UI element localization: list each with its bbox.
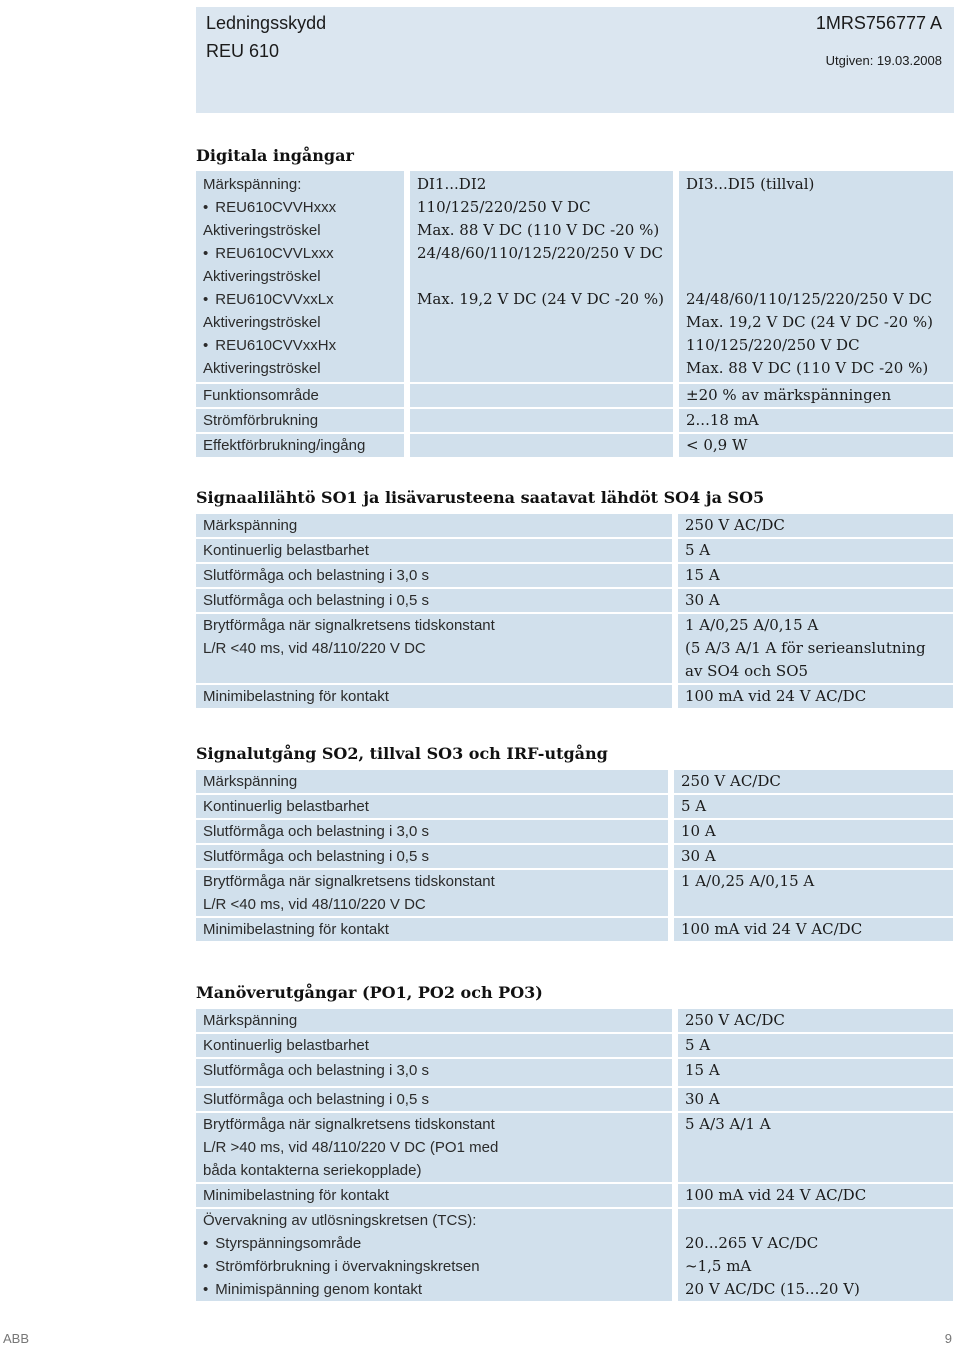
row-value: 10 A bbox=[674, 820, 953, 843]
row-label: Kontinuerlig belastbarhet bbox=[196, 1034, 672, 1057]
table-row bbox=[196, 1059, 953, 1086]
di35-threshold: Max. 19,2 V DC (24 V DC -20 %) bbox=[686, 313, 933, 331]
section-title-so2: Signalutgång SO2, tillval SO3 och IRF-utgång bbox=[196, 744, 608, 763]
row-label: Brytförmåga när signalkretsens tidskonstant bbox=[203, 873, 495, 890]
row-value: 30 A bbox=[678, 1088, 953, 1111]
row-label-cont: båda kontakterna seriekopplade) bbox=[203, 1162, 422, 1179]
row-label: Minimibelastning för kontakt bbox=[196, 1184, 672, 1207]
variant-name: • REU610CVVxxLx bbox=[203, 288, 404, 311]
page-number: 9 bbox=[944, 1331, 952, 1346]
table-row bbox=[196, 1088, 953, 1111]
section-title-power-outputs: Manöverutgångar (PO1, PO2 och PO3) bbox=[196, 983, 543, 1002]
row-value: 15 A bbox=[678, 1059, 953, 1086]
power-outputs-table bbox=[196, 1007, 953, 1303]
table-row bbox=[196, 1113, 953, 1182]
row-value: 100 mA vid 24 V AC/DC bbox=[674, 918, 953, 941]
digital-inputs-table bbox=[196, 169, 953, 459]
table-row bbox=[196, 770, 953, 793]
rated-voltage-label: Märkspänning: bbox=[203, 176, 302, 193]
table-row bbox=[196, 685, 953, 708]
footer-brand: ABB bbox=[3, 1331, 30, 1346]
table-row bbox=[196, 845, 953, 868]
table-row bbox=[196, 589, 953, 612]
row-value: 5 A bbox=[674, 795, 953, 818]
document-title: Ledningsskydd bbox=[206, 13, 327, 33]
table-row bbox=[196, 614, 953, 683]
row-value: 1 A/0,25 A/0,15 A bbox=[685, 616, 819, 634]
row-value: 1 A/0,25 A/0,15 A bbox=[674, 870, 953, 916]
row-label: Märkspänning bbox=[196, 1009, 672, 1032]
row-label: Funktionsområde bbox=[196, 384, 404, 407]
table-row bbox=[196, 564, 953, 587]
table-row bbox=[196, 820, 953, 843]
row-label: Slutförmåga och belastning i 0,5 s bbox=[196, 1088, 672, 1111]
tcs-item-label: • Minimispänning genom kontakt bbox=[203, 1278, 672, 1301]
so1-table bbox=[196, 512, 953, 710]
table-row bbox=[196, 870, 953, 916]
row-label: Minimibelastning för kontakt bbox=[196, 685, 672, 708]
table-row bbox=[196, 539, 953, 562]
di35-threshold: Max. 88 V DC (110 V DC -20 %) bbox=[686, 359, 929, 377]
di12-header: DI1...DI2 bbox=[417, 175, 487, 193]
row-value-cont: av SO4 och SO5 bbox=[685, 662, 809, 680]
tcs-item-value: ~1,5 mA bbox=[685, 1257, 752, 1275]
row-value: 5 A bbox=[678, 1034, 953, 1057]
table-row bbox=[196, 434, 953, 457]
row-label: Slutförmåga och belastning i 0,5 s bbox=[196, 589, 672, 612]
row-label: Märkspänning bbox=[196, 770, 668, 793]
threshold-label: Aktiveringströskel bbox=[203, 222, 321, 239]
tcs-item-value: 20 V AC/DC (15...20 V) bbox=[685, 1280, 860, 1298]
row-value: 15 A bbox=[678, 564, 953, 587]
so2-table bbox=[196, 768, 953, 943]
table-row bbox=[196, 1184, 953, 1207]
table-row bbox=[196, 1209, 953, 1301]
row-value: 5 A bbox=[678, 539, 953, 562]
di35-voltage: 24/48/60/110/125/220/250 V DC bbox=[686, 290, 932, 308]
variant-name: • REU610CVVxxHx bbox=[203, 334, 404, 357]
row-label: Brytförmåga när signalkretsens tidskonstant bbox=[203, 1116, 495, 1133]
table-row bbox=[196, 1034, 953, 1057]
di12-voltage: 24/48/60/110/125/220/250 V DC bbox=[417, 244, 663, 262]
issue-date: Utgiven: 19.03.2008 bbox=[825, 53, 942, 68]
row-label: Slutförmåga och belastning i 3,0 s bbox=[196, 1059, 672, 1086]
row-label-cont: L/R <40 ms, vid 48/110/220 V DC bbox=[203, 640, 426, 657]
table-row bbox=[196, 918, 953, 941]
variant-name: • REU610CVVLxxx bbox=[203, 242, 404, 265]
row-label: Strömförbrukning bbox=[196, 409, 404, 432]
di12-threshold: Max. 19,2 V DC (24 V DC -20 %) bbox=[417, 290, 664, 308]
di12-voltage: 110/125/220/250 V DC bbox=[417, 198, 591, 216]
page-header bbox=[196, 7, 954, 113]
row-label: Brytförmåga när signalkretsens tidskonstant bbox=[203, 617, 495, 634]
row-value: 250 V AC/DC bbox=[674, 770, 953, 793]
row-value: 100 mA vid 24 V AC/DC bbox=[678, 1184, 953, 1207]
row-value: < 0,9 W bbox=[679, 434, 953, 457]
row-value: 100 mA vid 24 V AC/DC bbox=[678, 685, 953, 708]
row-value: 250 V AC/DC bbox=[678, 1009, 953, 1032]
table-row bbox=[196, 384, 953, 407]
tcs-item-label: • Strömförbrukning i övervakningskretsen bbox=[203, 1255, 672, 1278]
tcs-item-label: • Styrspänningsområde bbox=[203, 1232, 672, 1255]
row-value: 30 A bbox=[678, 589, 953, 612]
row-label-cont: L/R <40 ms, vid 48/110/220 V DC bbox=[203, 896, 426, 913]
row-label: Kontinuerlig belastbarhet bbox=[196, 539, 672, 562]
tcs-item-value: 20...265 V AC/DC bbox=[685, 1234, 819, 1252]
threshold-label: Aktiveringströskel bbox=[203, 314, 321, 331]
row-label: Slutförmåga och belastning i 0,5 s bbox=[196, 845, 668, 868]
row-label: Minimibelastning för kontakt bbox=[196, 918, 668, 941]
table-row bbox=[196, 171, 953, 382]
row-value: ±20 % av märkspänningen bbox=[679, 384, 953, 407]
row-value-cont: (5 A/3 A/1 A för serieanslutning bbox=[685, 639, 926, 657]
di35-voltage: 110/125/220/250 V DC bbox=[686, 336, 860, 354]
row-label: Slutförmåga och belastning i 3,0 s bbox=[196, 564, 672, 587]
row-label-cont: L/R >40 ms, vid 48/110/220 V DC (PO1 med bbox=[203, 1139, 499, 1156]
di12-threshold: Max. 88 V DC (110 V DC -20 %) bbox=[417, 221, 660, 239]
document-id: 1MRS756777 A bbox=[815, 13, 942, 33]
section-title-digital-inputs: Digitala ingångar bbox=[196, 146, 354, 165]
row-value: 2...18 mA bbox=[679, 409, 953, 432]
tcs-label: Övervakning av utlösningskretsen (TCS): bbox=[203, 1212, 477, 1229]
table-row bbox=[196, 409, 953, 432]
di35-header: DI3...DI5 (tillval) bbox=[686, 175, 815, 193]
row-label: Kontinuerlig belastbarhet bbox=[196, 795, 668, 818]
row-value: 5 A/3 A/1 A bbox=[678, 1113, 953, 1182]
table-row bbox=[196, 795, 953, 818]
product-name: REU 610 bbox=[206, 41, 280, 61]
row-label: Slutförmåga och belastning i 3,0 s bbox=[196, 820, 668, 843]
row-value: 30 A bbox=[674, 845, 953, 868]
row-value: 250 V AC/DC bbox=[678, 514, 953, 537]
table-row bbox=[196, 514, 953, 537]
row-label: Effektförbrukning/ingång bbox=[196, 434, 404, 457]
table-row bbox=[196, 1009, 953, 1032]
variant-name: • REU610CVVHxxx bbox=[203, 196, 404, 219]
threshold-label: Aktiveringströskel bbox=[203, 360, 321, 377]
threshold-label: Aktiveringströskel bbox=[203, 268, 321, 285]
row-label: Märkspänning bbox=[196, 514, 672, 537]
section-title-so1: Signaalilähtö SO1 ja lisävarusteena saatavat lähdöt SO4 ja SO5 bbox=[196, 488, 765, 507]
